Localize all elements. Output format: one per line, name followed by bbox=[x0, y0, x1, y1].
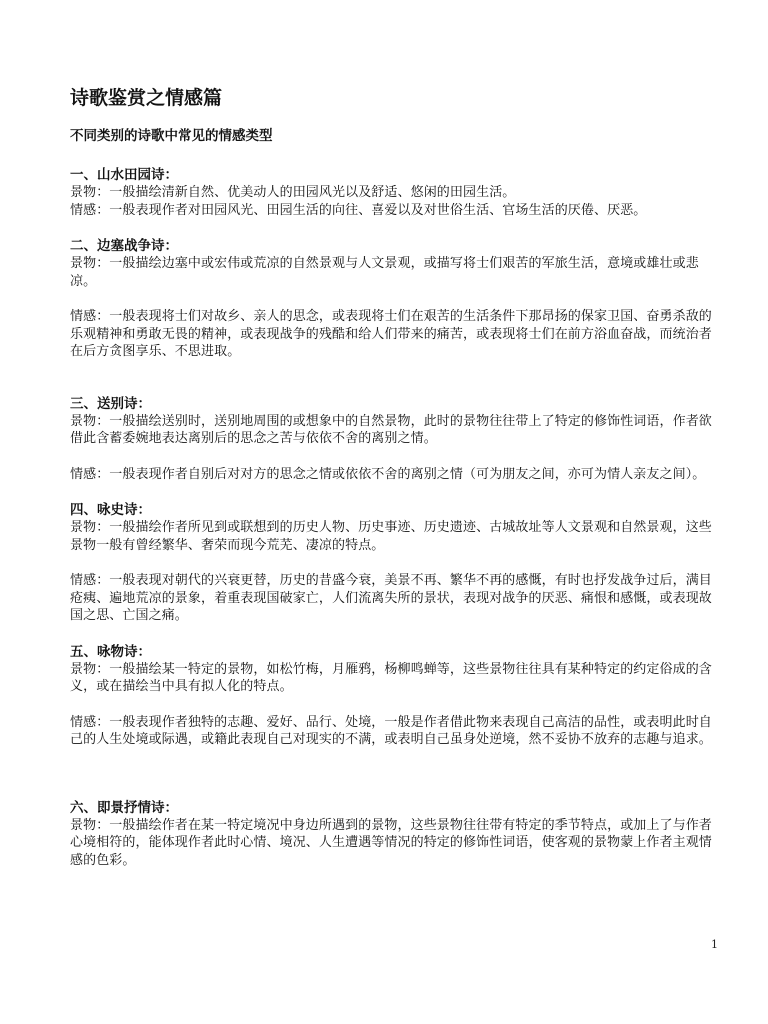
section-heading: 四、咏史诗： bbox=[70, 502, 151, 518]
section-landscape-pastoral bbox=[70, 166, 720, 219]
section-paragraph: 景物：一般描绘送别时，送别地周围的或想象中的自然景物，此时的景物往往带上了特定的修饰性词语，作者欲借此含蓄委婉地表达离别后的思念之苦与依依不舍的离别之情。 bbox=[70, 413, 712, 446]
page-subtitle: 不同类别的诗歌中常见的情感类型 bbox=[70, 128, 273, 144]
section-scene-lyric bbox=[70, 799, 720, 870]
section-heading: 三、送别诗： bbox=[70, 395, 151, 412]
section-paragraph: 情感：一般表现作者自别后对对方的思念之情或依依不舍的离别之情（可为朋友之间，亦可为情人亲友之间）。 bbox=[70, 466, 706, 482]
section-paragraph: 情感：一般表现将士们对故乡、亲人的思念，或表现将士们在艰苦的生活条件下那昂扬的保家卫国、奋勇杀敌的乐观精神和勇敢无畏的精神，或表现战争的残酷和给人们带来的痛苦，或表现将士们在前方浴血奋战，而统治者在后方贪图享乐、不思进取。 bbox=[70, 309, 712, 359]
section-heading: 六、即景抒情诗： bbox=[70, 799, 178, 816]
document-page bbox=[70, 84, 720, 887]
section-paragraph: 景物：一般描绘清新自然、优美动人的田园风光以及舒适、悠闲的田园生活。 bbox=[70, 185, 516, 200]
section-object bbox=[70, 643, 720, 749]
section-paragraph: 景物：一般描绘边塞中或宏伟或荒凉的自然景观与人文景观，或描写将士们艰苦的军旅生活，意境或雄壮或悲凉。 bbox=[70, 256, 699, 289]
section-paragraph: 情感：一般表现作者对田园风光、田园生活的向往、喜爱以及对世俗生活、官场生活的厌倦、厌恶。 bbox=[70, 202, 647, 218]
section-heading: 五、咏物诗： bbox=[70, 643, 151, 660]
section-paragraph: 景物：一般描绘作者在某一特定境况中身边所遇到的景物，这些景物往往带有特定的季节特点，或加上了与作者心境相符的，能体现作者此时心情、境况、人生遭遇等情况的特定的修饰性词语，使客观的景物蒙上作者主观情感的色彩。 bbox=[70, 817, 712, 868]
page-number: 1 bbox=[711, 938, 718, 951]
section-farewell bbox=[70, 395, 720, 484]
section-paragraph: 情感：一般表现作者独特的志趣、爱好、品行、处境，一般是作者借此物来表现自己高洁的品性，或表明此时自己的人生处境或际遇，或籍此表现自己对现实的不满，或表明自己虽身处逆境，然不妥协不放弃的志趣与追求。 bbox=[70, 714, 712, 747]
section-frontier-war bbox=[70, 237, 720, 361]
section-paragraph: 景物：一般描绘作者所见到或联想到的历史人物、历史事迹、历史遗迹、古城故址等人文景观和自然景观，这些景物一般有曾经繁华、奢荣而现今荒芜、凄凉的特点。 bbox=[70, 520, 712, 553]
section-heading: 二、边塞战争诗： bbox=[70, 238, 178, 254]
section-paragraph: 情感：一般表现对朝代的兴衰更替，历史的昔盛今衰，美景不再、繁华不再的感慨，有时也抒发战争过后，满目疮痍、遍地荒凉的景象，着重表现国破家亡，人们流离失所的景状，表现对战争的厌恶、痛恨和感慨，或表现故国之思、亡国之痛。 bbox=[70, 573, 712, 623]
section-history bbox=[70, 501, 720, 625]
section-heading: 一、山水田园诗： bbox=[70, 167, 178, 183]
page-title: 诗歌鉴赏之情感篇 bbox=[70, 87, 223, 109]
section-paragraph: 景物：一般描绘某一特定的景物，如松竹梅，月雁鸦，杨柳鸣蝉等，这些景物往往具有某种特定的约定俗成的含义，或在描绘当中具有拟人化的特点。 bbox=[70, 661, 712, 694]
